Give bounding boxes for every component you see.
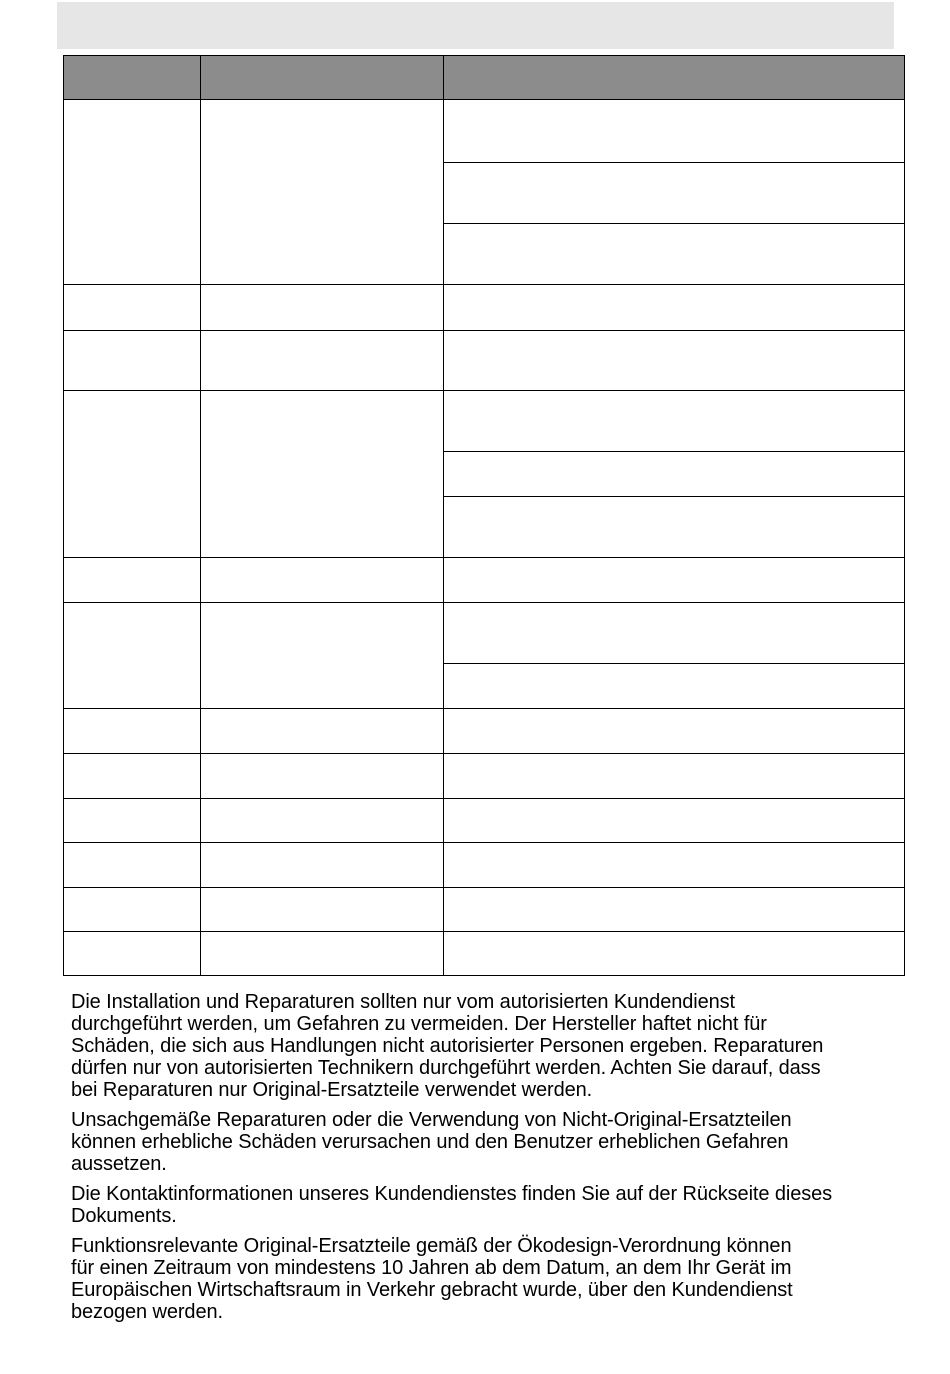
subrow-separator	[443, 162, 904, 163]
improper-repair-note: Unsachgemäße Reparaturen oder die Verwendung von Nicht-Original-Ersatzteilen können erhebliche Schäden verursachen und den Benutzer erheblichen Gefahren aussetzen.	[71, 1109, 792, 1175]
table-header-row	[64, 56, 904, 100]
row-separator	[64, 557, 904, 558]
subrow-separator	[443, 496, 904, 497]
row-separator	[64, 284, 904, 285]
column-divider	[443, 56, 444, 975]
row-separator	[64, 798, 904, 799]
spare-parts-note: Funktionsrelevante Original-Ersatzteile gemäß der Ökodesign-Verordnung können für einen Zeitraum von mindestens 10 Jahren ab dem Datum, an dem Ihr Gerät im Europäischen Wirtschaftsraum in Verkehr gebracht wurde, über den Kundendienst bezogen werden.	[71, 1235, 793, 1323]
contact-info-note: Die Kontaktinformationen unseres Kundendienstes finden Sie auf der Rückseite dieses Dokuments.	[71, 1183, 833, 1227]
row-separator	[64, 931, 904, 932]
row-separator	[64, 753, 904, 754]
troubleshooting-table	[63, 55, 905, 976]
column-divider	[200, 56, 201, 975]
row-separator	[64, 330, 904, 331]
row-separator	[64, 390, 904, 391]
row-separator	[64, 887, 904, 888]
row-separator	[64, 708, 904, 709]
notes-section	[71, 991, 911, 1331]
page-header-bar	[57, 2, 894, 49]
installation-note: Die Installation und Reparaturen sollten nur vom autorisierten Kundendienst durchgeführt werden, um Gefahren zu vermeiden. Der Hersteller haftet nicht für Schäden, die sich aus Handlungen nicht autorisierter Personen ergeben. Reparaturen dürfen nur von autorisierten Technikern durchgeführt werden. Achten Sie darauf, dass bei Reparaturen nur Original-Ersatzteile verwendet werden.	[71, 991, 824, 1101]
row-separator	[64, 842, 904, 843]
subrow-separator	[443, 451, 904, 452]
row-separator	[64, 602, 904, 603]
subrow-separator	[443, 663, 904, 664]
subrow-separator	[443, 223, 904, 224]
